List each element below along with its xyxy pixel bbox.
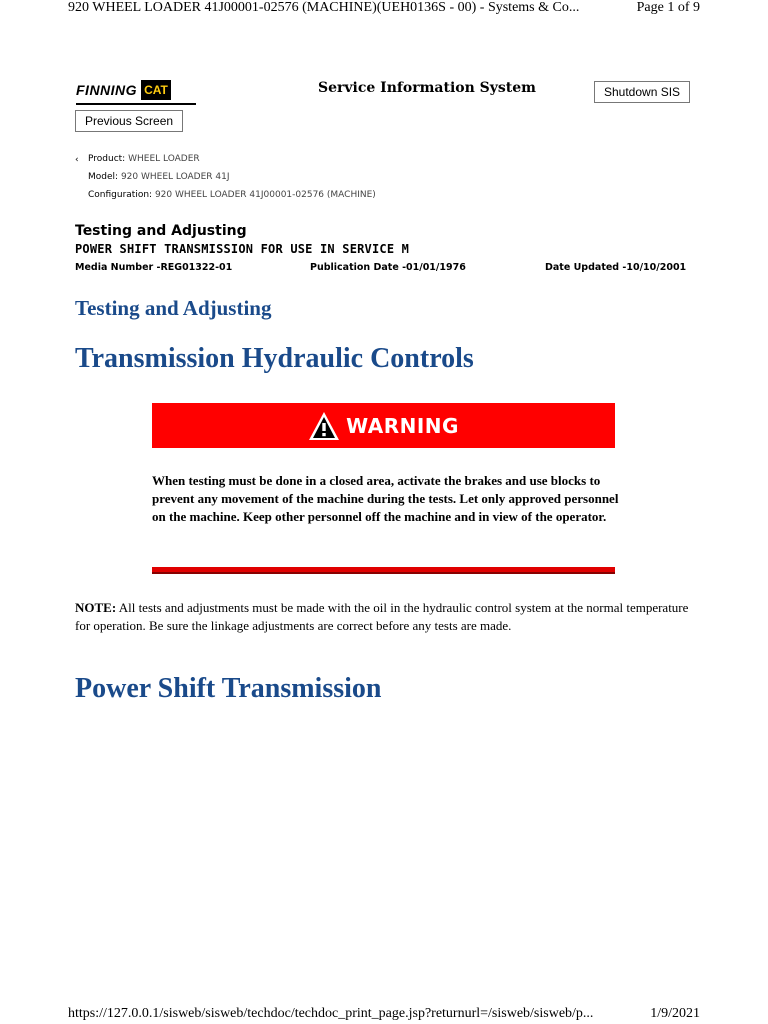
configuration-label: Configuration: (88, 190, 153, 200)
note-paragraph (75, 599, 695, 635)
heading-testing-adjusting: Testing and Adjusting (75, 296, 272, 320)
note-text: All tests and adjustments must be made with the oil in the hydraulic control system at the normal temperature for operation. Be sure the linkage adjustments are correct before any tests are made. (75, 600, 689, 633)
section-title: Testing and Adjusting (75, 223, 247, 239)
date-updated: Date Updated -10/10/2001 (545, 262, 687, 273)
heading-power-shift-transmission: Power Shift Transmission (75, 673, 382, 704)
chevron-left-icon[interactable]: ‹ (75, 155, 79, 165)
media-number: Media Number -REG01322-01 (75, 262, 233, 273)
model-label: Model: (88, 172, 119, 182)
note-label: NOTE: (75, 600, 117, 615)
footer-url: https://127.0.0.1/sisweb/sisweb/techdoc/techdoc_print_page.jsp?returnurl=/sisweb/sisweb/p... (68, 1006, 594, 1021)
finning-logo: FINNING (76, 82, 138, 98)
configuration-value: 920 WHEEL LOADER 41J00001-02576 (MACHINE) (154, 190, 376, 200)
footer-date: 1/9/2021 (650, 1006, 700, 1021)
print-title: 920 WHEEL LOADER 41J00001-02576 (MACHINE)(UEH0136S - 00) - Systems & Co... (68, 0, 580, 15)
print-header (68, 0, 700, 16)
product-value: WHEEL LOADER (128, 154, 200, 164)
warning-label: WARNING (346, 413, 459, 438)
logo-underline (76, 103, 196, 105)
model-row (88, 172, 230, 182)
previous-screen-button[interactable]: Previous Screen (75, 110, 183, 132)
finning-cat-logo (76, 76, 196, 104)
shutdown-sis-button[interactable]: Shutdown SIS (594, 81, 690, 103)
configuration-row (88, 190, 376, 200)
warning-divider (152, 567, 615, 574)
publication-date: Publication Date -01/01/1976 (310, 262, 466, 273)
cat-logo: CAT (141, 80, 171, 100)
warning-text: When testing must be done in a closed area, activate the brakes and use blocks to prevent any movement of the machine during the tests. Let only approved personnel on the machine. Keep other personnel off the machine and in view of the operator. (152, 473, 619, 524)
product-row (88, 154, 200, 164)
heading-transmission-hydraulic-controls: Transmission Hydraulic Controls (75, 343, 474, 374)
system-title: Service Information System (318, 80, 536, 96)
document-subtitle: POWER SHIFT TRANSMISSION FOR USE IN SERVICE M (75, 242, 410, 256)
model-value: 920 WHEEL LOADER 41J (120, 172, 230, 182)
warning-triangle-icon (308, 410, 340, 442)
warning-banner (152, 403, 615, 448)
page-number: Page 1 of 9 (636, 0, 700, 15)
print-footer (68, 1006, 700, 1022)
product-label: Product: (88, 154, 126, 164)
